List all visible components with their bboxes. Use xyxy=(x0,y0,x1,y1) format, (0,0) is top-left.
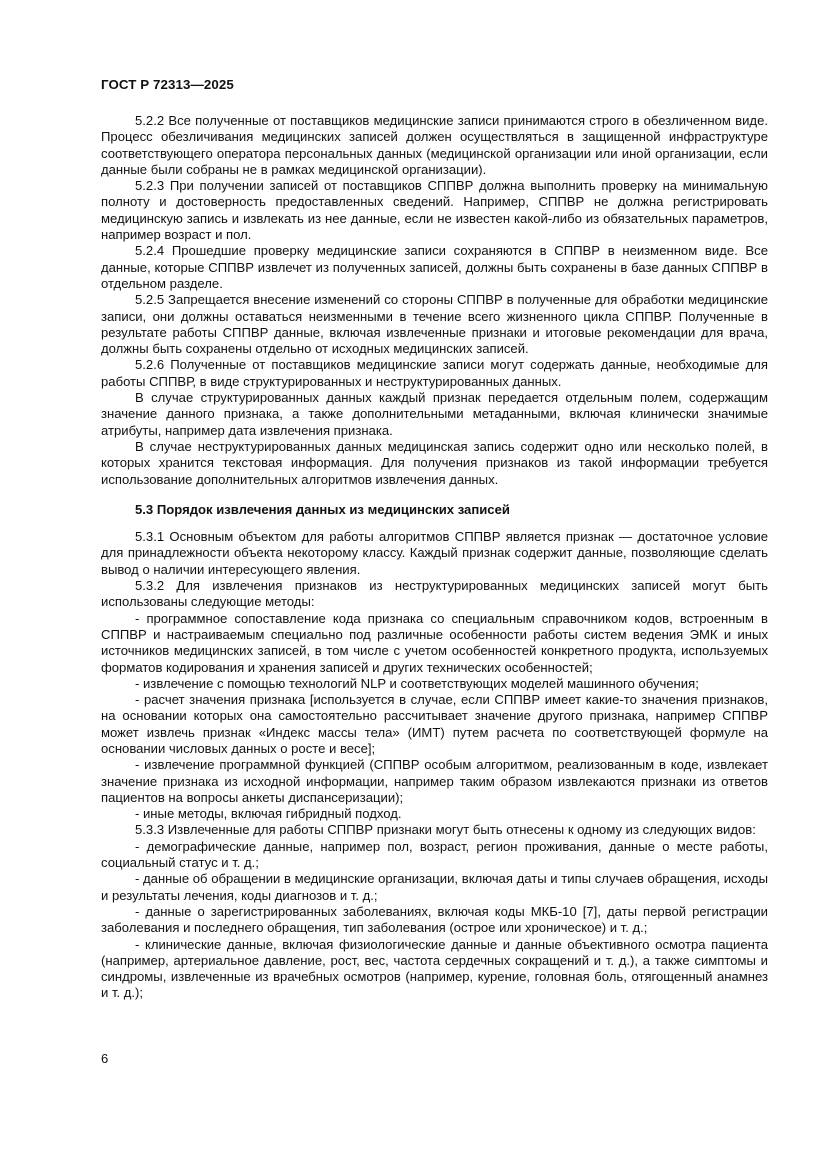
paragraph: 5.3.1 Основным объектом для работы алгоритмов СППВР является признак — достаточное условие для принадлежности объекта некоторому классу. Каждый признак содержит данные, позволяющие сделать вывод о наличии интересующего явления. xyxy=(101,529,768,577)
paragraph: 5.2.6 Полученные от поставщиков медицинские записи могут содержать данные, необходимые для работы СППВР, в виде структурированных и неструктурированных данных. xyxy=(101,357,768,389)
paragraph: 5.2.4 Прошедшие проверку медицинские записи сохраняются в СППВР в неизменном виде. Все данные, которые СППВР извлечет из полученных записей, должны быть сохранены в базе данных СППВР в отдельном разделе. xyxy=(101,243,768,291)
list-item: - программное сопоставление кода признака со специальным справочником кодов, встроенным в СППВР и настраиваемым специально под различные особенности работы систем ведения ЭМК и иных источников медицинских записей, в том числе с учетом особенностей конкретного продукта, используемых форматов кодирования и хранения записей и других технических особенностей; xyxy=(101,610,768,675)
paragraph: 5.3.2 Для извлечения признаков из неструктурированных медицинских записей могут быть использованы следующие методы: xyxy=(101,578,768,610)
paragraph: 5.2.5 Запрещается внесение изменений со стороны СППВР в полученные для обработки медицинские записи, они должны оставаться неизменными в течение всего жизненного цикла СППВР. Полученные в результате работы СППВР данные, включая извлеченные признаки и итоговые рекомендации для врача, должны быть сохранены отдельно от исходных медицинских записей. xyxy=(101,292,768,357)
paragraph: 5.2.2 Все полученные от поставщиков медицинские записи принимаются строго в обезличенном виде. Процесс обезличивания медицинских записей должен осуществляться в защищенной инфраструктуре соответствующего оператора персональных данных (медицинской организации или иной организации, если данные были собраны не в рамках медицинской организации). xyxy=(101,113,768,177)
list-item: - извлечение с помощью технологий NLP и соответствующих моделей машинного обучения; xyxy=(135,675,699,691)
list-item: - данные о зарегистрированных заболеваниях, включая коды МКБ-10 [7], даты первой регистрации заболевания и последнего обращения, тип заболевания (острое или хроническое) и т. д.; xyxy=(101,903,768,936)
section-heading: 5.3 Порядок извлечения данных из медицинских записей xyxy=(135,501,510,517)
paragraph: 5.3.3 Извлеченные для работы СППВР признаки могут быть отнесены к одному из следующих видов: xyxy=(135,822,756,838)
list-item: - клинические данные, включая физиологические данные и данные объективного осмотра пациента (например, артериальное давление, рост, вес, частота сердечных сокращений и т. д.), а также симптомы и синдромы, извлеченные из врачебных осмотров (например, курение, головная боль, отягощенный анамнез и т. д.); xyxy=(101,936,768,1001)
section-5-3-content xyxy=(101,529,768,1002)
document-header: ГОСТ Р 72313—2025 xyxy=(101,77,234,92)
list-item: - данные об обращении в медицинские организации, включая даты и типы случаев обращения, исходы и результаты лечения, коды диагнозов и т. д.; xyxy=(101,871,768,903)
paragraph: В случае структурированных данных каждый признак передается отдельным полем, содержащим значение данного признака, а также дополнительными метаданными, включая клинически значимые атрибуты, например дата извлечения признака. xyxy=(101,390,768,438)
page-number: 6 xyxy=(101,1051,109,1066)
document-body xyxy=(101,113,768,1002)
paragraph: В случае неструктурированных данных медицинская запись содержит одно или несколько полей, в которых хранится текстовая информация. Для получения признаков из такой информации требуется использование дополнительных алгоритмов извлечения данных. xyxy=(101,438,768,487)
list-item: - иные методы, включая гибридный подход. xyxy=(135,806,402,822)
section-5-2-content xyxy=(101,113,768,488)
list-item: - расчет значения признака [используется в случае, если СППВР имеет какие-то значения признаков, на основании которых она самостоятельно рассчитывает значение другого признака, например СППВР может извлечь признак «Индекс массы тела» (ИМТ) путем расчета по соответствующей формуле на основании числовых данных о росте и весе]; xyxy=(101,692,768,756)
list-item: - демографические данные, например пол, возраст, регион проживания, данные о месте работы, социальный статус и т. д.; xyxy=(101,838,768,871)
list-item: - извлечение программной функцией (СППВР особым алгоритмом, реализованным в коде, извлекает значение признака из исходной информации, например таким образом извлекаются признаки из ответов пациентов на вопросы анкеты диспансеризации); xyxy=(101,757,768,805)
paragraph: 5.2.3 При получении записей от поставщиков СППВР должна выполнить проверку на минимальную полноту и достоверность предоставленных сведений. Например, СППВР не должна регистрировать медицинскую запись и извлекать из нее данные, если не известен какой-либо из обязательных параметров, например возраст и пол. xyxy=(101,178,768,243)
